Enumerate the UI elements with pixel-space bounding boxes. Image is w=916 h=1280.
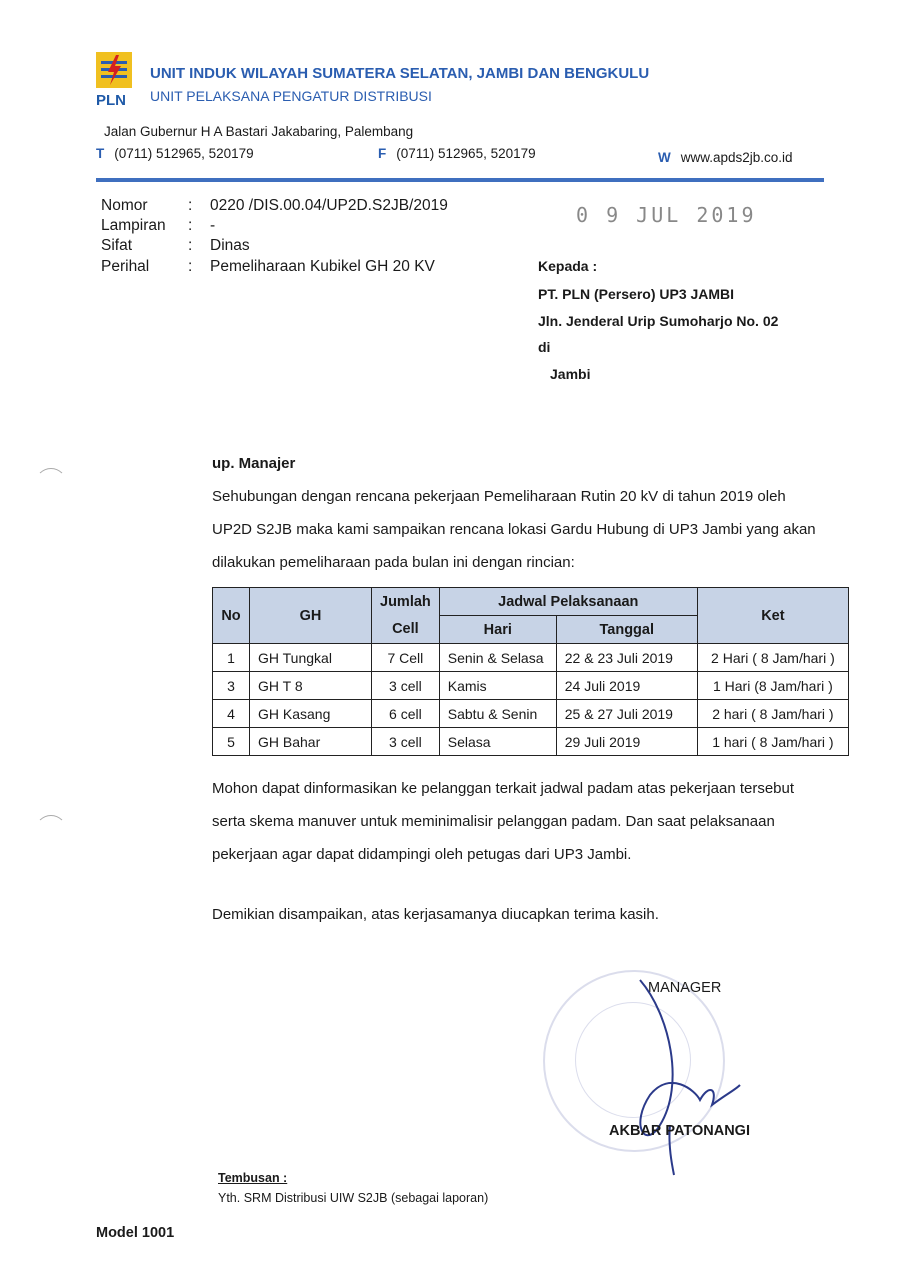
cell-hari: Senin & Selasa [439,644,556,672]
fax-key: F [378,146,387,161]
signature-name: AKBAR PATONANGI [609,1123,750,1139]
punch-hole-mark [35,468,67,500]
cc-label: Tembusan : [218,1171,288,1185]
cell-ket: 2 Hari ( 8 Jam/hari ) [697,644,848,672]
web-line [658,150,793,165]
recipient-line1: PT. PLN (Persero) UP3 JAMBI [538,286,735,302]
cell-jumlah: 3 cell [372,728,440,756]
cell-jumlah: 7 Cell [372,644,440,672]
cell-ket: 2 hari ( 8 Jam/hari ) [697,700,848,728]
closing-paragraph: Demikian disampaikan, atas kerjasamanya diucapkan terima kasih. [212,906,659,923]
header-ket: Ket [697,588,848,644]
intro-paragraph: Sehubungan dengan rencana pekerjaan Pemeliharaan Rutin 20 kV di tahun 2019 oleh UP2D S2JB maka kami sampaikan rencana lokasi Gardu Hubung di UP3 Jambi yang akan dilakukan pemeliharaan pada bulan ini dengan rincian: [212,488,816,571]
fax-line [378,146,536,161]
punch-hole-mark [35,815,67,847]
cell-hari: Kamis [439,672,556,700]
colon: : [188,237,193,254]
header-jadwal: Jadwal Pelaksanaan [439,588,697,616]
cell-no: 4 [213,700,250,728]
model-number: Model 1001 [96,1225,175,1241]
org-name: UNIT INDUK WILAYAH SUMATERA SELATAN, JAMBI DAN BENGKULU [150,65,650,82]
cell-hari: Sabtu & Senin [439,700,556,728]
table-row [213,644,849,672]
header-jumlah: Jumlah [372,588,440,616]
schedule-table [212,587,849,756]
cell-jumlah: 3 cell [372,672,440,700]
cell-gh: GH Tungkal [250,644,372,672]
org-subtitle: UNIT PELAKSANA PENGATUR DISTRIBUSI [150,88,432,104]
recipient-line3: di [538,339,551,355]
recipient-kepada: Kepada : [538,258,598,274]
logo-text: PLN [96,92,126,109]
cell-tanggal: 29 Juli 2019 [556,728,697,756]
header-hari: Hari [439,616,556,644]
cell-gh: GH T 8 [250,672,372,700]
cell-ket: 1 hari ( 8 Jam/hari ) [697,728,848,756]
date-stamp: 0 9 JUL 2019 [576,203,757,227]
perihal-value: Pemeliharaan Kubikel GH 20 KV [210,258,435,275]
nomor-value: 0220 /DIS.00.04/UP2D.S2JB/2019 [210,197,448,214]
table-row [213,672,849,700]
cell-tanggal: 25 & 27 Juli 2019 [556,700,697,728]
cc-text: Yth. SRM Distribusi UIW S2JB (sebagai laporan) [218,1191,489,1205]
followup-paragraph: Mohon dapat dinformasikan ke pelanggan terkait jadwal padam atas pekerjaan tersebut serta skema manuver untuk meminimalisir pelanggan padam. Dan saat pelaksanaan pekerjaan agar dapat didampingi oleh petugas dari UP3 Jambi. [212,780,795,863]
colon: : [188,197,193,214]
cell-hari: Selasa [439,728,556,756]
colon: : [188,217,193,234]
address: Jalan Gubernur H A Bastari Jakabaring, Palembang [104,124,414,139]
recipient-line4: Jambi [550,366,591,382]
cell-ket: 1 Hari (8 Jam/hari ) [697,672,848,700]
cell-no: 5 [213,728,250,756]
header-divider [96,178,824,182]
fax-number: (0711) 512965, 520179 [396,146,536,161]
header-no: No [213,588,250,644]
perihal-label: Perihal [101,258,150,275]
signature-scribble-icon [600,975,750,1185]
phone-key: T [96,146,105,161]
cell-tanggal: 22 & 23 Juli 2019 [556,644,697,672]
salutation: up. Manajer [212,455,296,472]
header-cell: Cell [372,616,440,644]
phone-line [96,146,254,161]
lampiran-label: Lampiran [101,217,166,234]
header-tanggal: Tanggal [556,616,697,644]
cell-gh: GH Bahar [250,728,372,756]
sifat-value: Dinas [210,237,250,254]
pln-logo-icon [96,52,132,88]
cell-gh: GH Kasang [250,700,372,728]
table-row [213,728,849,756]
header-gh: GH [250,588,372,644]
cell-jumlah: 6 cell [372,700,440,728]
cell-no: 1 [213,644,250,672]
table-row [213,700,849,728]
recipient-line2: Jln. Jenderal Urip Sumoharjo No. 02 [538,313,779,329]
lampiran-value: - [210,217,216,234]
cell-no: 3 [213,672,250,700]
phone-number: (0711) 512965, 520179 [114,146,254,161]
website: www.apds2jb.co.id [680,150,793,165]
colon: : [188,258,193,275]
web-key: W [658,150,671,165]
nomor-label: Nomor [101,197,148,214]
sifat-label: Sifat [101,237,133,254]
signature-title: MANAGER [648,980,722,996]
cell-tanggal: 24 Juli 2019 [556,672,697,700]
